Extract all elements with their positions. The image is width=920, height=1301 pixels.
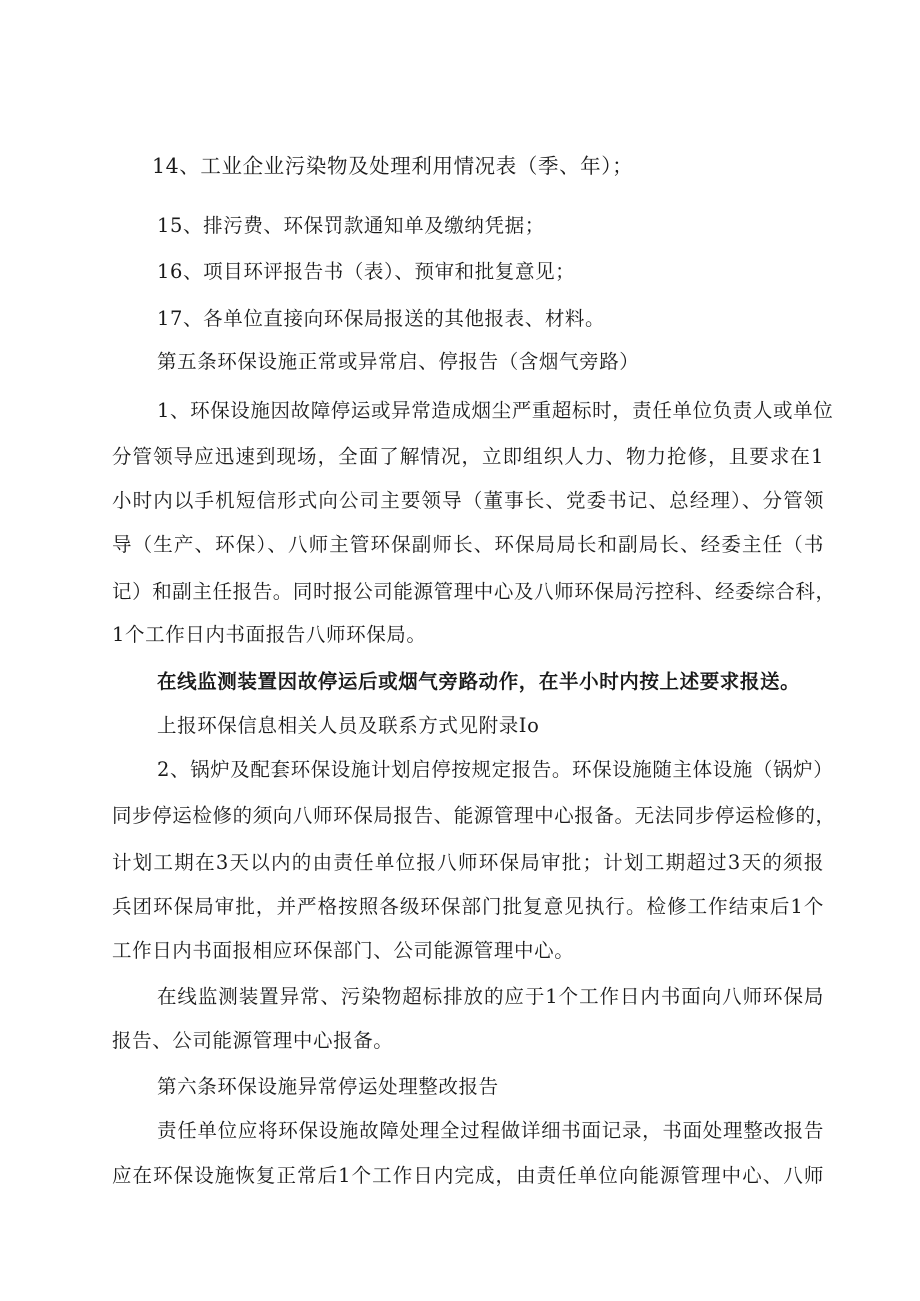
paragraph-line: 同步停运检修的须向八师环保局报告、能源管理中心报备。无法同步停运检修的， xyxy=(112,804,836,827)
list-item-15: 15、排污费、环保罚款通知单及缴纳凭据； xyxy=(157,214,545,237)
paragraph-line: 记）和副主任报告。同时报公司能源管理中心及八师环保局污控科、经委综合科， xyxy=(112,580,836,603)
paragraph-line: 在线监测装置异常、污染物超标排放的应于1个工作日内书面向八师环保局 xyxy=(157,985,824,1008)
paragraph-line: 应在环保设施恢复正常后1个工作日内完成，由责任单位向能源管理中心、八师 xyxy=(112,1164,824,1187)
paragraph-line: 2、锅炉及配套环保设施计划启停按规定报告。环保设施随主体设施（锅炉） xyxy=(157,758,834,781)
bold-notice: 在线监测装置因故停运后或烟气旁路动作，在半小时内按上述要求报送。 xyxy=(157,670,801,693)
list-item-17: 17、各单位直接向环保局报送的其他报表、材料。 xyxy=(157,307,606,330)
paragraph-line: 报告、公司能源管理中心报备。 xyxy=(112,1029,394,1052)
paragraph-line: 计划工期在3天以内的由责任单位报八师环保局审批；计划工期超过3天的须报 xyxy=(112,851,824,874)
appendix-reference: 上报环保信息相关人员及联系方式见附录Io xyxy=(157,714,540,737)
list-item-16: 16、项目环评报告书（表）、预审和批复意见； xyxy=(157,260,576,283)
article-6-heading: 第六条环保设施异常停运处理整改报告 xyxy=(157,1075,499,1098)
paragraph-line: 工作日内书面报相应环保部门、公司能源管理中心。 xyxy=(112,939,575,962)
paragraph-line: 1个工作日内书面报告八师环保局。 xyxy=(112,623,427,646)
article-5-heading: 第五条环保设施正常或异常启、停报告（含烟气旁路） xyxy=(157,350,640,373)
paragraph-line: 责任单位应将环保设施故障处理全过程做详细书面记录，书面处理整改报告 xyxy=(157,1119,824,1142)
paragraph-line: 小时内以手机短信形式向公司主要领导（董事长、党委书记、总经理）、分管领 xyxy=(112,489,824,512)
paragraph-line: 分管领导应迅速到现场，全面了解情况，立即组织人力、物力抢修，且要求在1 xyxy=(112,445,824,468)
paragraph-line: 导（生产、环保）、八师主管环保副师长、环保局局长和副局长、经委主任（书 xyxy=(112,533,824,556)
paragraph-line: 1、环保设施因故障停运或异常造成烟尘严重超标时，责任单位负责人或单位 xyxy=(157,399,834,422)
list-item-14: 14、工业企业污染物及处理利用情况表（季、年）； xyxy=(152,154,634,178)
paragraph-line: 兵团环保局审批，并严格按照各级环保部门批复意见执行。检修工作结束后1个 xyxy=(112,895,824,918)
